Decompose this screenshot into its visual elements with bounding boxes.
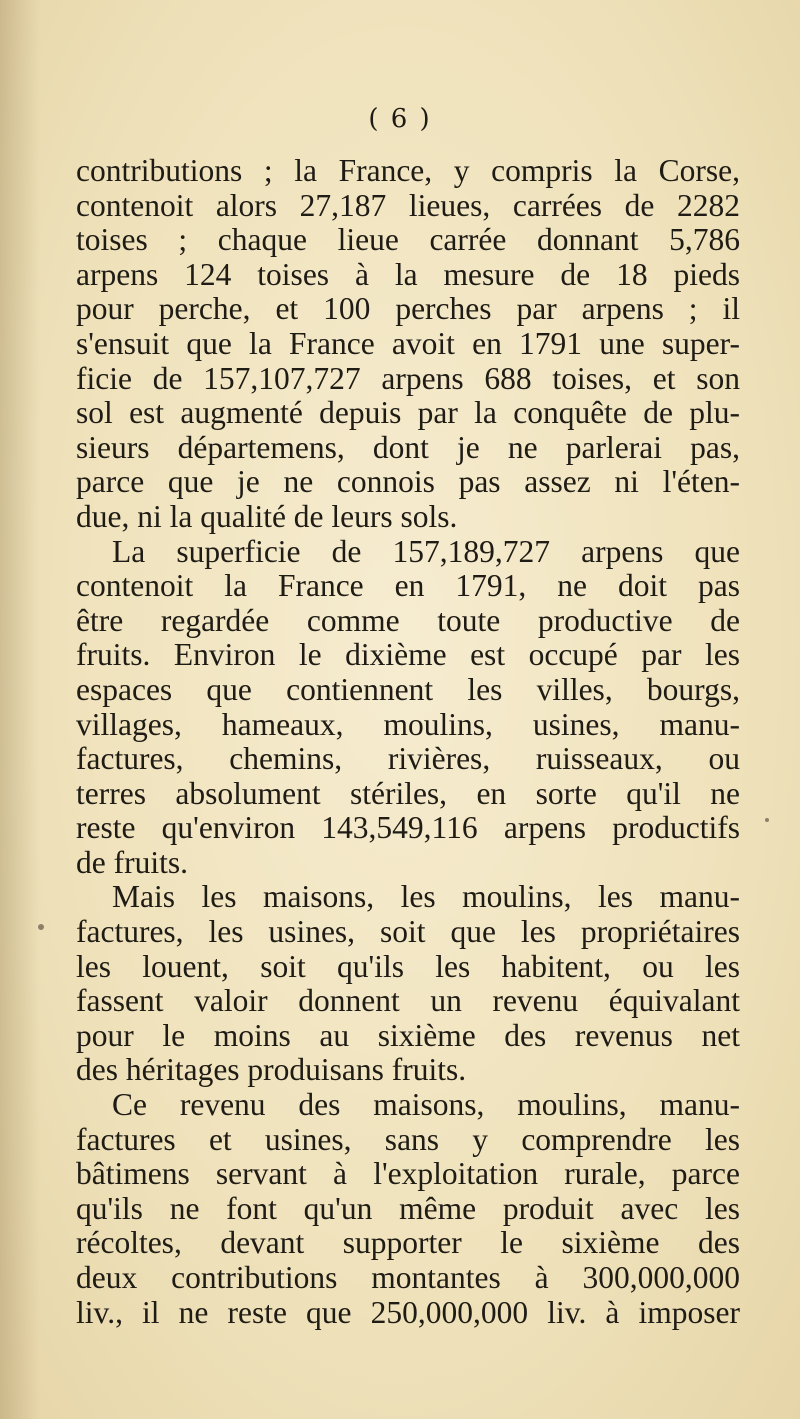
page-number: ( 6 ) [368,104,432,134]
body-text [76,154,740,1330]
text-line: deux contributions montantes à 300,000,000 [76,1260,740,1295]
text-line: espaces que contiennent les villes, bourgs, [76,671,740,707]
text-line: s'ensuit que la France avoit en 1791 une super- [76,325,740,361]
paragraph-2 [76,535,740,881]
text-line: contenoit la France en 1791, ne doit pas [76,568,740,604]
text-line: factures, chemins, rivières, ruisseaux, ou [76,741,740,777]
text-line: fruits. Environ le dixième est occupé par les [76,637,740,673]
text-line: factures et usines, sans y comprendre les [76,1121,740,1157]
text-line: de fruits. [76,844,188,880]
ink-speck [38,924,44,930]
text-line: factures, les usines, soit que les propriétaires [76,914,740,950]
text-line: villages, hameaux, moulins, usines, manu- [76,706,740,742]
text-line: fassent valoir donnent un revenu équivalant [76,983,740,1019]
text-line: toises ; chaque lieue carrée donnant 5,786 [76,222,740,258]
text-line: pour perche, et 100 perches par arpens ; il [76,291,740,327]
text-line: Ce revenu des maisons, moulins, manu- [112,1087,740,1123]
text-line: due, ni la qualité de leurs sols. [76,498,458,534]
ink-speck [765,818,769,822]
text-line: liv., il ne reste que 250,000,000 liv. à imposer [76,1294,740,1330]
text-line: bâtimens servant à l'exploitation rurale, parce [76,1156,740,1192]
text-line: parce que je ne connois pas assez ni l'éten- [76,464,740,500]
text-line: contributions ; la France, y compris la Corse, [76,153,740,188]
text-line: contenoit alors 27,187 lieues, carrées de 2282 [76,187,740,223]
text-line: reste qu'environ 143,549,116 arpens productifs [76,810,740,846]
paragraph-3 [76,880,740,1088]
text-line: La superficie de 157,189,727 arpens que [112,533,740,569]
text-line: récoltes, devant supporter le sixième des [76,1225,740,1261]
text-line: ficie de 157,107,727 arpens 688 toises, et son [76,360,740,396]
text-line: terres absolument stériles, en sorte qu'il ne [76,775,740,811]
text-line: sol est augmenté depuis par la conquête de plu- [76,395,740,431]
paragraph-1 [76,154,740,535]
text-line: des héritages produisans fruits. [76,1052,467,1088]
paragraph-4 [76,1088,740,1330]
text-line: sieurs départemens, dont je ne parlerai pas, [76,429,740,465]
text-line: qu'ils ne font qu'un même produit avec les [76,1190,740,1226]
text-line: pour le moins au sixième des revenus net [76,1017,740,1053]
text-line: les louent, soit qu'ils les habitent, ou les [76,948,740,984]
text-line: être regardée comme toute productive de [76,602,740,638]
text-line: Mais les maisons, les moulins, les manu- [112,879,740,915]
text-line: arpens 124 toises à la mesure de 18 pieds [76,256,740,292]
